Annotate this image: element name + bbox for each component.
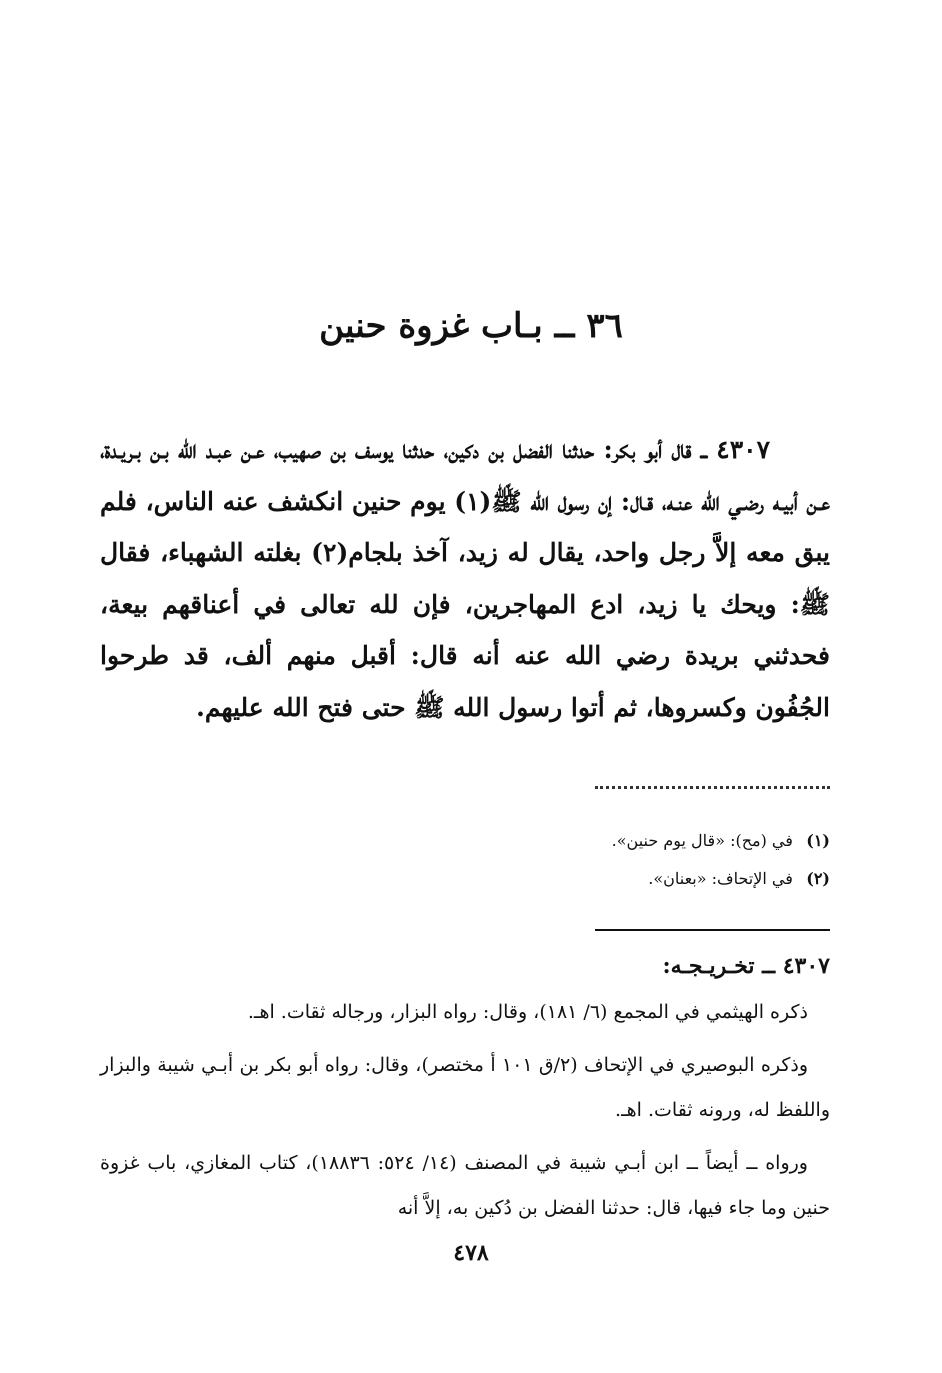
footnote-text: في (مح): «قال يوم حنين». — [611, 831, 793, 850]
footnote-number: (١) — [806, 831, 830, 850]
section-divider — [595, 929, 830, 931]
takhrij-paragraph: ذكره الهيثمي في المجمع (٦/ ١٨١)، وقال: رواه البزار، ورجاله ثقات. اهـ. — [247, 1001, 808, 1023]
footnote-separator — [595, 786, 830, 789]
takhrij-paragraph: ورواه ــ أيضاً ــ ابن أبـي شيبة في المصنف (١٤/ ٥٢٤: ١٨٨٣٦)، كتاب المغازي، باب غزوة حنين وما جاء فيها، قال: حدثنا الفضل بن دُكين به، إلاَّ أنه — [100, 1152, 830, 1219]
footnote-item — [230, 860, 830, 898]
hadith-text: ٤٣٠٧ ــ قال أبو بكر: حدثنا الفضل بن دكين، حدثنا يوسف بن صهيب، عـن عبـد الله بـن بـريـدة، عـن أبيـه رضـي الله عنـه، قـال: إن رسول الله ﷺ(١) يوم حنين انكشف عنه الناس، فلم يبق معه إلاَّ رجل واحد، يقال له زيد، آخذ بلجام(٢) بغلته الشهباء، فقال ﷺ: ويحك يا زيد، ادع المهاجرين، فإن لله تعالى في أعناقهم بيعة، فحدثني بريدة رضي الله عنه أنه قال: أقبل منهم ألف، قد طرحوا الجُفُون وكسروها، ثم أتوا رسول الله ﷺ حتى فتح الله عليهم. — [100, 435, 830, 722]
footnote-text: في الإتحاف: «بعنان». — [648, 869, 793, 888]
page-number: ٤٧٨ — [453, 1240, 489, 1266]
chapter-title: ٣٦ ــ بـاب غزوة حنين — [319, 306, 623, 346]
takhrij-heading: ٤٣٠٧ ــ تخـريـجـه: — [662, 953, 830, 979]
takhrij-paragraph: وذكره البوصيري في الإتحاف (٢/ق ١٠١ أ مختصر)، وقال: رواه أبو بكر بن أبـي شيبة والبزار واللفظ له، ورونه ثقات. اهـ. — [100, 1054, 830, 1121]
takhrij-section — [100, 990, 830, 1239]
footnote-number: (٢) — [806, 869, 830, 888]
footnotes-list — [230, 822, 830, 898]
footnote-item — [230, 822, 830, 860]
